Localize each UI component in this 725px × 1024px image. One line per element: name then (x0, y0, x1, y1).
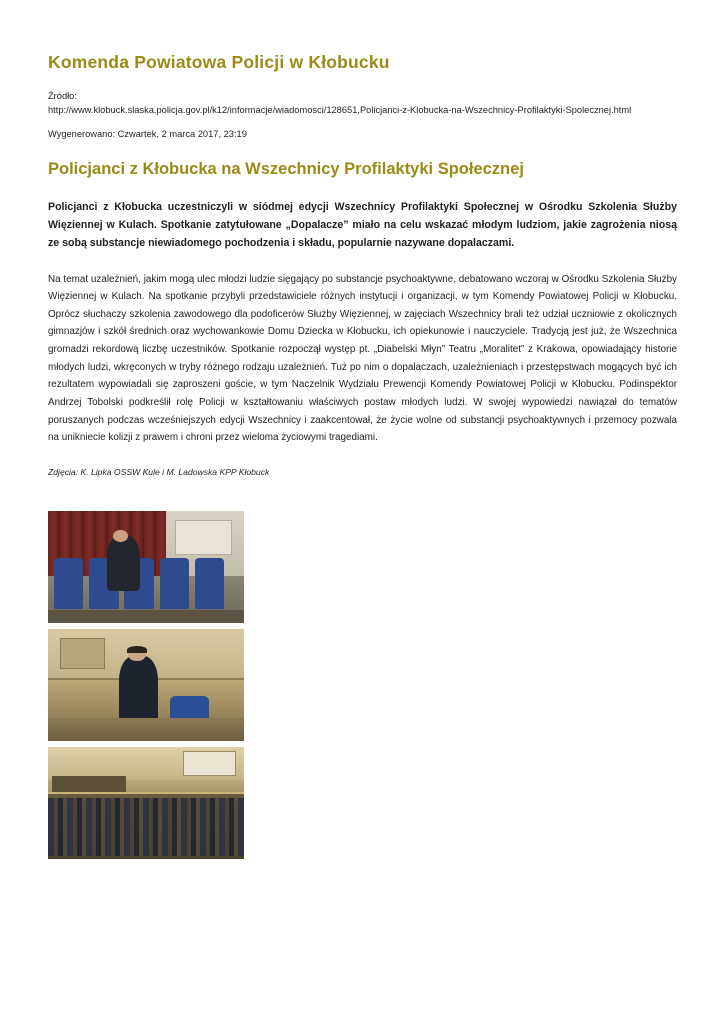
wall-board (175, 520, 232, 556)
chair (160, 558, 189, 610)
generated-timestamp: Wygenerowano: Czwartek, 2 marca 2017, 23:19 (48, 128, 247, 139)
article-title: Policjanci z Kłobucka na Wszechnicy Profilaktyki Społecznej (48, 160, 524, 179)
audience-row (48, 827, 244, 842)
wall-panel (60, 638, 105, 669)
chair (195, 558, 224, 610)
article-lead: Policjanci z Kłobucka uczestniczyli w siódmej edycji Wszechnicy Profilaktyki Społecznej w Ośrodku Szkolenia Służby Więziennej w Kulach. Spotkanie zatytułowane „Dopalacze” miało na celu wskazać młodym ludziom, jakie zagrożenia niosą ze sobą substancje niewiadomego pochodzenia i składu, popularnie nazywane dopalaczami. (48, 200, 677, 250)
photo-gallery (48, 511, 244, 859)
person-hair (127, 646, 147, 654)
photo-audience-hall (48, 747, 244, 859)
document-meta (48, 89, 677, 141)
person-figure (119, 656, 158, 723)
floor (48, 718, 244, 740)
source-url[interactable]: http://www.klobuck.slaska.policja.gov.pl/k12/informacje/wiadomosci/128651,Policjanci-z-Klobucka-na-Wszechnicy-Profilaktyki-Spolecznej.html (48, 105, 632, 116)
audience-row (48, 842, 244, 857)
photo-woman-with-microphone (48, 629, 244, 741)
article-body: Na temat uzależnień, jakim mogą ulec młodzi ludzie sięgający po substancje psychoaktywne, debatowano wczoraj w Ośrodku Szkolenia Służby Więziennej w Kulach. Na spotkanie przybyli przedstawiciele różnych instytucji i organizacji, w tym Komendy Powiatowej Policji w Kłobucku. Oprócz słuchaczy szkolenia zawodowego dla podoficerów Służby Więziennej, w zajęciach Wszechnicy brali też udział uczniowie z okolicznych gimnazjów i szkół średnich oraz wychowankowie Domu Dziecka w Kłobucku, ich opiekunowie i nauczyciele. Tradycją jest już, że Wszechnica gromadzi rekordową liczbę uczestników. Spotkanie rozpoczął występ pt. „Diabelski Młyn” Teatru „Moralitet” z Krakowa, opowiadający historie młodych ludzi, wkręconych w tryby różnego rodzaju uzależnień. Tuż po nim o dopalaczach, uzależnieniach i przestępstwach mogących być ich rezultatem wypowiadali się zaproszeni goście, w tym Naczelnik Wydziału Prewencji Komendy Powiatowej Policji w Kłobucku. Podinspektor Andrzej Tobolski podkreślił rolę Policji w kształtowaniu właściwych postaw młodych ludzi. W swojej wypowiedzi nawiązał do tematów poruszanych podczas wcześniejszych edycji Wszechnicy i zaakcentował, że życie wolne od substancji psychoaktywnych i przemocy pozwala na unikniecie kolizji z prawem i chroni przez wieloma życiowymi tragediami. (48, 273, 677, 444)
source-label: Źródło: (48, 91, 77, 101)
window (183, 751, 236, 775)
photo-credits: Zdjęcia: K. Lipka OSSW Kule i M. Ladowska KPP Kłobuck (48, 466, 270, 477)
chair (54, 558, 83, 610)
photo-speaker-with-chairs (48, 511, 244, 623)
audience-row (48, 813, 244, 828)
person-figure (107, 535, 140, 591)
site-title: Komenda Powiatowa Policji w Kłobucku (48, 52, 390, 72)
audience-row (48, 798, 244, 813)
floor (48, 610, 244, 622)
